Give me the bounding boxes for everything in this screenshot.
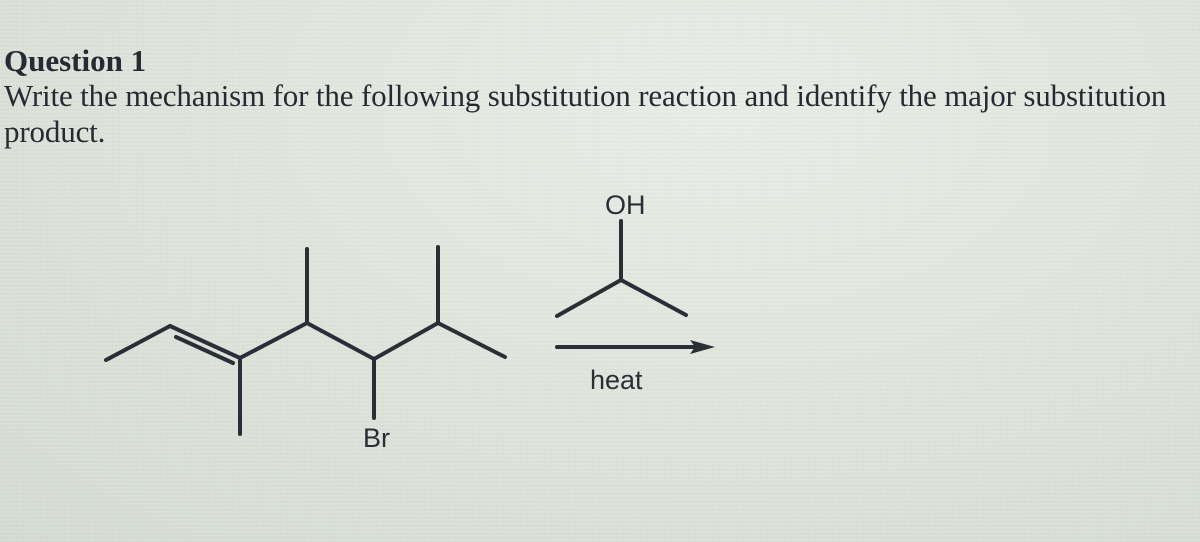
bond	[557, 280, 621, 316]
question-text: Write the mechanism for the following substitution reaction and identify the major substitution product.	[4, 78, 1167, 149]
bromine-label: Br	[363, 423, 390, 453]
bond	[307, 323, 374, 359]
condition-label: heat	[590, 365, 643, 395]
reaction-arrow	[557, 340, 715, 354]
substrate-structure	[106, 247, 505, 434]
bond	[621, 280, 686, 315]
hydroxyl-label: OH	[605, 190, 646, 220]
bond	[240, 323, 307, 358]
bond	[438, 323, 505, 357]
bond	[106, 326, 170, 360]
reagent-structure	[557, 221, 686, 316]
double-bond-outer	[170, 326, 240, 358]
bond	[374, 323, 438, 359]
question-title: Question 1	[4, 43, 147, 78]
